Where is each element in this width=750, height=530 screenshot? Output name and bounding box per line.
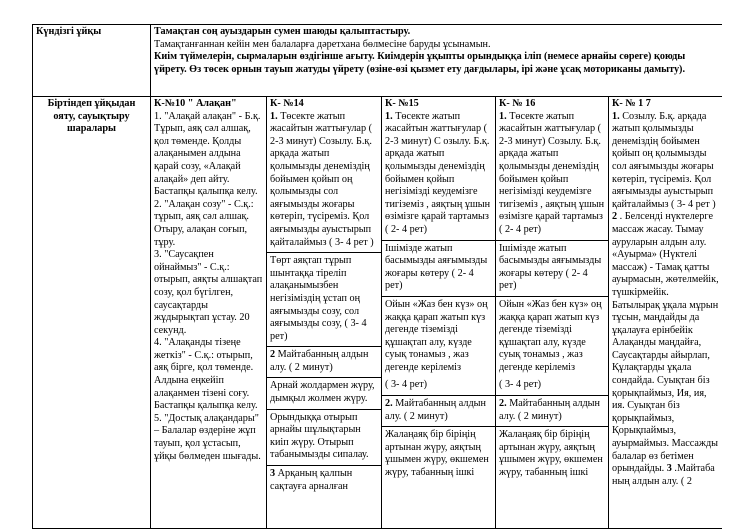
complex-17-part-3: .Майтаба ның алдын алу. ( 2 — [612, 463, 715, 487]
divider — [382, 395, 495, 396]
divider — [267, 465, 381, 466]
daily-line-1: Тамақтан соң ауыздарын сумен шаюды қалыптастыру. — [154, 26, 411, 37]
document-page — [32, 24, 722, 530]
complex-14-block-2: Төрт аяқтап тұрып шынтаққа тіреліп алақанымызбен негізіміздің ұстап оң аяғымызды созу, сол аяғымызды созу, ( 3- 4 рет) — [270, 255, 367, 342]
complex-15-block-4: ( 3- 4 рет) — [385, 379, 428, 391]
complex-14-cell — [267, 97, 382, 529]
daily-line-3: Киім түймелерін, сырмаларын өздігінше ағыту. Киімдерін ұқыпты орындыққа іліп (немесе арнайы сөреге) қоюды үйрету. Өз төсек орнын тауып жатуды үйрету (өзіне-өзі қызмет ету дағдылары, ірі және ұсақ моториканы дамыту). — [154, 51, 686, 75]
complex-10-item-4: 4. "Алақанды тізеңе жеткіз" - С.қ.: отырып, аяқ бірге, қол төменде. Алдына еңкейіп алақанмен тізені соғу. Бастапқы қалыпқа келу. — [154, 337, 258, 412]
complex-15-block-2: Ішімізде жатып басымызды аяғымызды жоғары көтеру ( 2- 4 рет) — [385, 242, 488, 292]
daily-sleep-row — [33, 25, 723, 97]
divider — [267, 252, 381, 253]
complex-17-num-1: 1. — [612, 110, 620, 122]
complex-16-block-2: Ішімізде жатып басымызды аяғымызды жоғары көтеру ( 2- 4 рет) — [499, 242, 602, 292]
divider — [496, 426, 608, 427]
complex-10-item-2: 2. "Алақан созу" - С.қ.: тұрып, аяқ сәл алшақ. Отыру, алақан соғып, тұру. — [154, 198, 254, 248]
complex-16-block-1 — [499, 111, 605, 237]
complex-14-block-6 — [270, 468, 378, 493]
complex-10-cell — [151, 97, 267, 529]
daily-sleep-content — [151, 25, 723, 97]
complex-15-cell — [382, 97, 496, 529]
complex-14-block-4: Арнай жолдармен жүру, дымқыл жолмен жүру. — [270, 380, 375, 405]
complex-14-block-6-text: Арқаның қалпын сақтауға арналған — [270, 468, 353, 492]
complex-15-block-6: Жалаңаяқ бір біріңің артынан жүру, аяқтың ұшымен жүру, өкшемен жүру, табанның ішкі — [385, 429, 489, 479]
complex-16-block-4: ( 3- 4 рет) — [499, 379, 542, 391]
complex-17-num-2: 2 — [612, 211, 618, 223]
complex-15-block-5 — [385, 398, 492, 423]
daily-line-2: Тамақтанғаннан кейін мен балаларға дәретхана бөлмесіне баруды ұсынамын. — [154, 38, 491, 50]
complex-17-part-1: Созылу. Б.қ. арқада жатып қолымызды денеміздің бойымен қойып оң қолымызды сол аяғымызды жоғары көтеріп, түсіреміз. Қол аяғымызды ауыстырып қайталаймыз ( 3- 4 рет ) — [612, 110, 716, 210]
complex-15-block-1 — [385, 111, 492, 237]
divider — [382, 426, 495, 427]
complex-14-block-1-text: Төсекте жатып жасайтын жаттығулар ( 2-3 минут) Созылу. Б.қ. арқада жатып қолымызды денеміздің бойымен қойып оң қолымызды сол аяғымызды жоғары көтеріп, түсіреміз. Қол аяғымызды ауыстырып қайталаймыз ( 3- 4 рет ) — [270, 110, 374, 248]
complex-14-block-1-num: 1. — [270, 110, 278, 122]
complex-17-num-3: 3 — [666, 463, 672, 475]
complex-14-block-3 — [270, 349, 378, 374]
complex-14-block-3-text: Майтабанның алдын алу. ( 2 минут) — [270, 349, 369, 373]
complex-16-block-5-text: Майтабанның алдын алу. ( 2 минут) — [499, 398, 600, 422]
complex-15-block-3: Ойын «Жаз бен күз» оң жаққа қарап жатып күз дегенде тіземізді құшақтап алу, күзде суық тонамыз , жаз дегенде керілеміз — [385, 298, 488, 373]
divider — [267, 346, 381, 347]
gradual-wakeup-label: Біртіндеп ұйқыдан ояту, сауықтыру шаралары — [33, 97, 151, 529]
schedule-table — [32, 24, 722, 529]
complex-16-block-1-num: 1. — [499, 110, 507, 122]
divider — [496, 296, 608, 297]
divider — [267, 377, 381, 378]
complex-10-item-1: 1. "Алақай алақан" - Б.қ. Тұрып, аяқ сәл алшақ, қол төменде. Қолды алақанымен алдына қарай созу, «Алақай алақай» деп айту. Бастапқы қалыпқа келу. — [154, 110, 261, 198]
complex-17-part-2: . Белсенді нүктелерге массаж жасау. Тымау ауруларын алдын алу. «Ауырма» (Нүктелі массаж) - Тамақ қатты ауырмасын, жөтелмейік, түшкірмейік. Батылырақ ұқала мұрын тұсын, маңдайды да ұқалауға ерінбейік Алақанды маңдайға, Саусақтарды айырлап, Құлақтарды ұқала сондайда. Суықтан біз қорықпаймыз, Ия, ия, ия. Суықтан біз қорықпаймыз, Қорықпаймыз, ауырмаймыз. Массажды балалар өз бетімен орындайды. — [612, 211, 719, 475]
complex-16-block-3: Ойын «Жаз бен күз» оң жаққа қарап жатып күз дегенде тіземізді құшақтап алу, күзде суық тонамыз , жаз дегенде керілеміз — [499, 298, 602, 373]
divider — [496, 395, 608, 396]
complex-16-block-5 — [499, 398, 605, 423]
divider — [496, 240, 608, 241]
complex-14-block-6-num: 3 — [270, 468, 276, 480]
daily-sleep-label: Күндізгі ұйқы — [33, 25, 151, 97]
divider — [267, 409, 381, 410]
complex-17-cell — [609, 97, 723, 529]
complex-14-block-5: Орындыққа отырып арнайы шұлықтарын киіп жүру. Отырып табанымызды сипалау. — [270, 411, 369, 461]
complex-15-block-1-text: Төсекте жатып жасайтын жаттығулар ( 2-3 минут) С озылу. Б.қ. арқада жатып қолымызды денеміздің бойымен қойып негізімізді кеудемізге тигіземіз , аяқтың ұшын өзімізге қарай тартамыз ( 2- 4 рет) — [385, 110, 491, 235]
complex-17-title: К- № 1 7 — [612, 98, 651, 109]
complex-14-block-3-num: 2 — [270, 349, 276, 361]
complex-15-block-1-num: 1. — [385, 110, 393, 122]
divider — [382, 240, 495, 241]
complex-16-cell — [496, 97, 609, 529]
complex-10-title: К-№10 " Алақан" — [154, 98, 237, 109]
gradual-wakeup-row — [33, 97, 723, 529]
complex-15-block-5-num: 2. — [385, 398, 393, 410]
complex-15-title: К- №15 — [385, 98, 419, 109]
complex-16-block-6: Жалаңаяқ бір біріңің артынан жүру, аяқтың ұшымен жүру, өкшемен жүру, табанның ішкі — [499, 429, 603, 479]
complex-14-title: К- №14 — [270, 98, 304, 109]
complex-16-title: К- № 16 — [499, 98, 536, 109]
complex-14-block-1 — [270, 111, 378, 250]
complex-17-text — [612, 111, 719, 489]
complex-16-block-5-num: 2. — [499, 398, 507, 410]
complex-15-block-5-text: Майтабанның алдын алу. ( 2 минут) — [385, 398, 486, 422]
complex-16-block-1-text: Төсекте жатып жасайтын жаттығулар ( 2-3 минут) Созылу. Б.қ. арқада жатып қолымызды денеміздің бойымен қойып негізімізді кеудемізге тигіземіз , аяқтың ұшын өзімізге қарай тартамыз ( 2- 4 рет) — [499, 110, 605, 235]
divider — [382, 296, 495, 297]
complex-10-item-5: 5. "Достық алақандары" – Балалар өздеріне жұп тауып, қол ұстасып, ұйқы бөлмеден шығады. — [154, 412, 261, 462]
complex-10-item-3: 3. "Саусақпен ойнаймыз" - С.қ.: отырып, аяқты алшақтап созу, қол бүгілген, саусақтарды жұдырықтап ұстау. 20 секунд. — [154, 249, 263, 336]
